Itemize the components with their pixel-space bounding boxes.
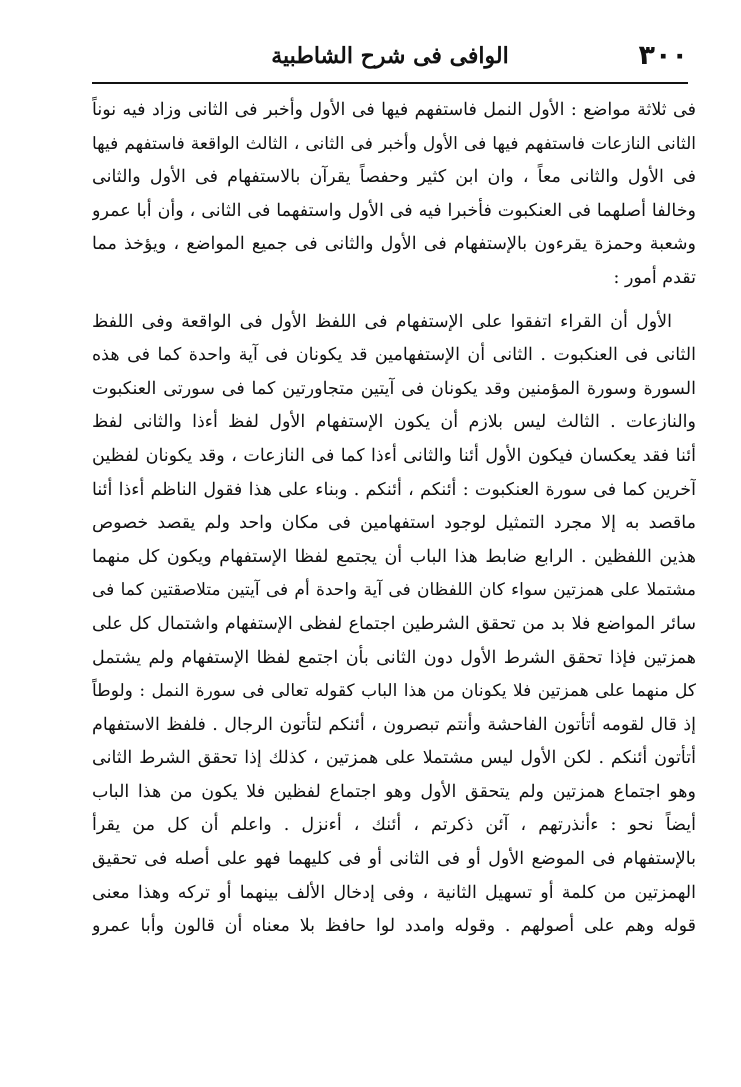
text-line: الثانى النازعات فاستفهم فيها فى الأول وأخبر فى الثانى ، الثالث الواقعة فاستفهم فيها bbox=[92, 133, 696, 154]
text-line: الأول أن القراء اتفقوا على الإستفهام فى اللفظ الأول فى الواقعة وفى اللفظ bbox=[92, 311, 672, 332]
text-line: فى ثلاثة مواضع : الأول النمل فاستفهم فيها فى الأول وأخبر فى الثانى وزاد فيه نوناً bbox=[92, 100, 696, 120]
text-line: أيضاً نحو : ءأنذرتهم ، آئن ذكرتم ، أئنك ، أءنزل . واعلم أن كل من يقرأ bbox=[92, 815, 696, 836]
text-line: سائر المواضع فلا بد من تحقق الشرطين اجتماع لفظى الإستفهام واشتمال كل على bbox=[92, 613, 696, 634]
paragraph-1 bbox=[92, 94, 696, 296]
text-line: بالإستفهام فى الموضع الأول أو فى الثانى أو فى كليهما فهو على أصله فى تحقيق bbox=[92, 849, 696, 870]
text-line: تقدم أمور : bbox=[613, 267, 696, 288]
text-line: مشتملا على همزتين سواء كان اللفظان فى آية واحدة أم فى آيتين متلاصقتين كما فى bbox=[92, 580, 696, 601]
text-line: وهو اجتماع همزتين ولم يتحقق الأول وهو اجتماع لفظين فلا يكون من هذا الباب bbox=[92, 781, 696, 802]
page-header bbox=[92, 36, 688, 80]
text-line: أتأتون أئنكم . لكن الأول ليس مشتملا على همزتين ، كذلك إذا تحقق الشرط الثانى bbox=[92, 748, 696, 769]
text-line: آخرين كما فى سورة العنكبوت : أئنكم ، أئنكم . وبناء على هذا فقول الناظم أءذا أئنا bbox=[92, 479, 696, 500]
paragraph-2 bbox=[92, 306, 696, 944]
text-line: كل منهما على همزتين فلا يكونان من هذا الباب كقوله تعالى فى سورة النمل : ولوطاً bbox=[92, 681, 696, 702]
body-text bbox=[92, 94, 696, 944]
text-line: الثانى فى العنكبوت . الثانى أن الإستفهامين قد يكونان فى آية واحدة كما فى هذه bbox=[92, 345, 696, 366]
text-line: فى الأول والثانى معاً ، وان ابن كثير وحفصاً يقرآن بالاستفهام فى الأول والثانى bbox=[92, 167, 696, 188]
text-line: إذ قال لقومه أتأتون الفاحشة وأنتم تبصرون ، أئنكم لتأتون الرجال . فلفظ الاستفهام bbox=[92, 714, 696, 735]
text-line: هذين اللفظين . الرابع ضابط هذا الباب أن يجتمع لفظا الإستفهام ويكون كل منهما bbox=[92, 546, 696, 567]
text-line: ماقصد به إلا مجرد التمثيل لوجود استفهامين فى مكان واحد ولم يقصد خصوص bbox=[92, 513, 696, 534]
text-line: الهمزتين من كلمة أو تسهيل الثانية ، وفى إدخال الألف بينهما أو تركه وهذا معنى bbox=[92, 882, 696, 903]
page-number: ٣٠٠ bbox=[638, 40, 688, 71]
header-rule bbox=[92, 82, 688, 84]
text-line: والنازعات . الثالث ليس بلازم أن يكون الإستفهام الأول لفظ أءذا والثانى لفظ bbox=[92, 412, 696, 433]
text-line: وخالفا أصلهما فى العنكبوت فأخبرا فيه فى الأول واستفهما فى الثانى ، وأن أبا عمرو bbox=[92, 200, 696, 221]
text-line: أئنا فقد يعكسان فيكون الأول أئنا والثانى أءذا كما فى النازعات ، وقد يكونان لفظين bbox=[92, 445, 696, 466]
text-line: وشعبة وحمزة يقرءون بالإستفهام فى الأول والثانى فى جميع المواضع ، ويؤخذ مما bbox=[92, 234, 696, 255]
running-title: الوافى فى شرح الشاطبية bbox=[271, 43, 509, 69]
paragraph-gap bbox=[92, 296, 696, 306]
text-line: قوله وهم على أصولهم . وقوله وامدد لوا حافظ بلا معناه أن قالون وأبا عمرو bbox=[92, 916, 696, 937]
text-line: السورة وسورة المؤمنين وقد يكونان فى آيتين متجاورتين كما فى سورتى العنكبوت bbox=[92, 378, 696, 399]
text-line: همزتين فإذا تحقق الشرط الأول دون الثانى بأن اجتمع لفظا الإستفهام ولم يشتمل bbox=[92, 647, 696, 668]
